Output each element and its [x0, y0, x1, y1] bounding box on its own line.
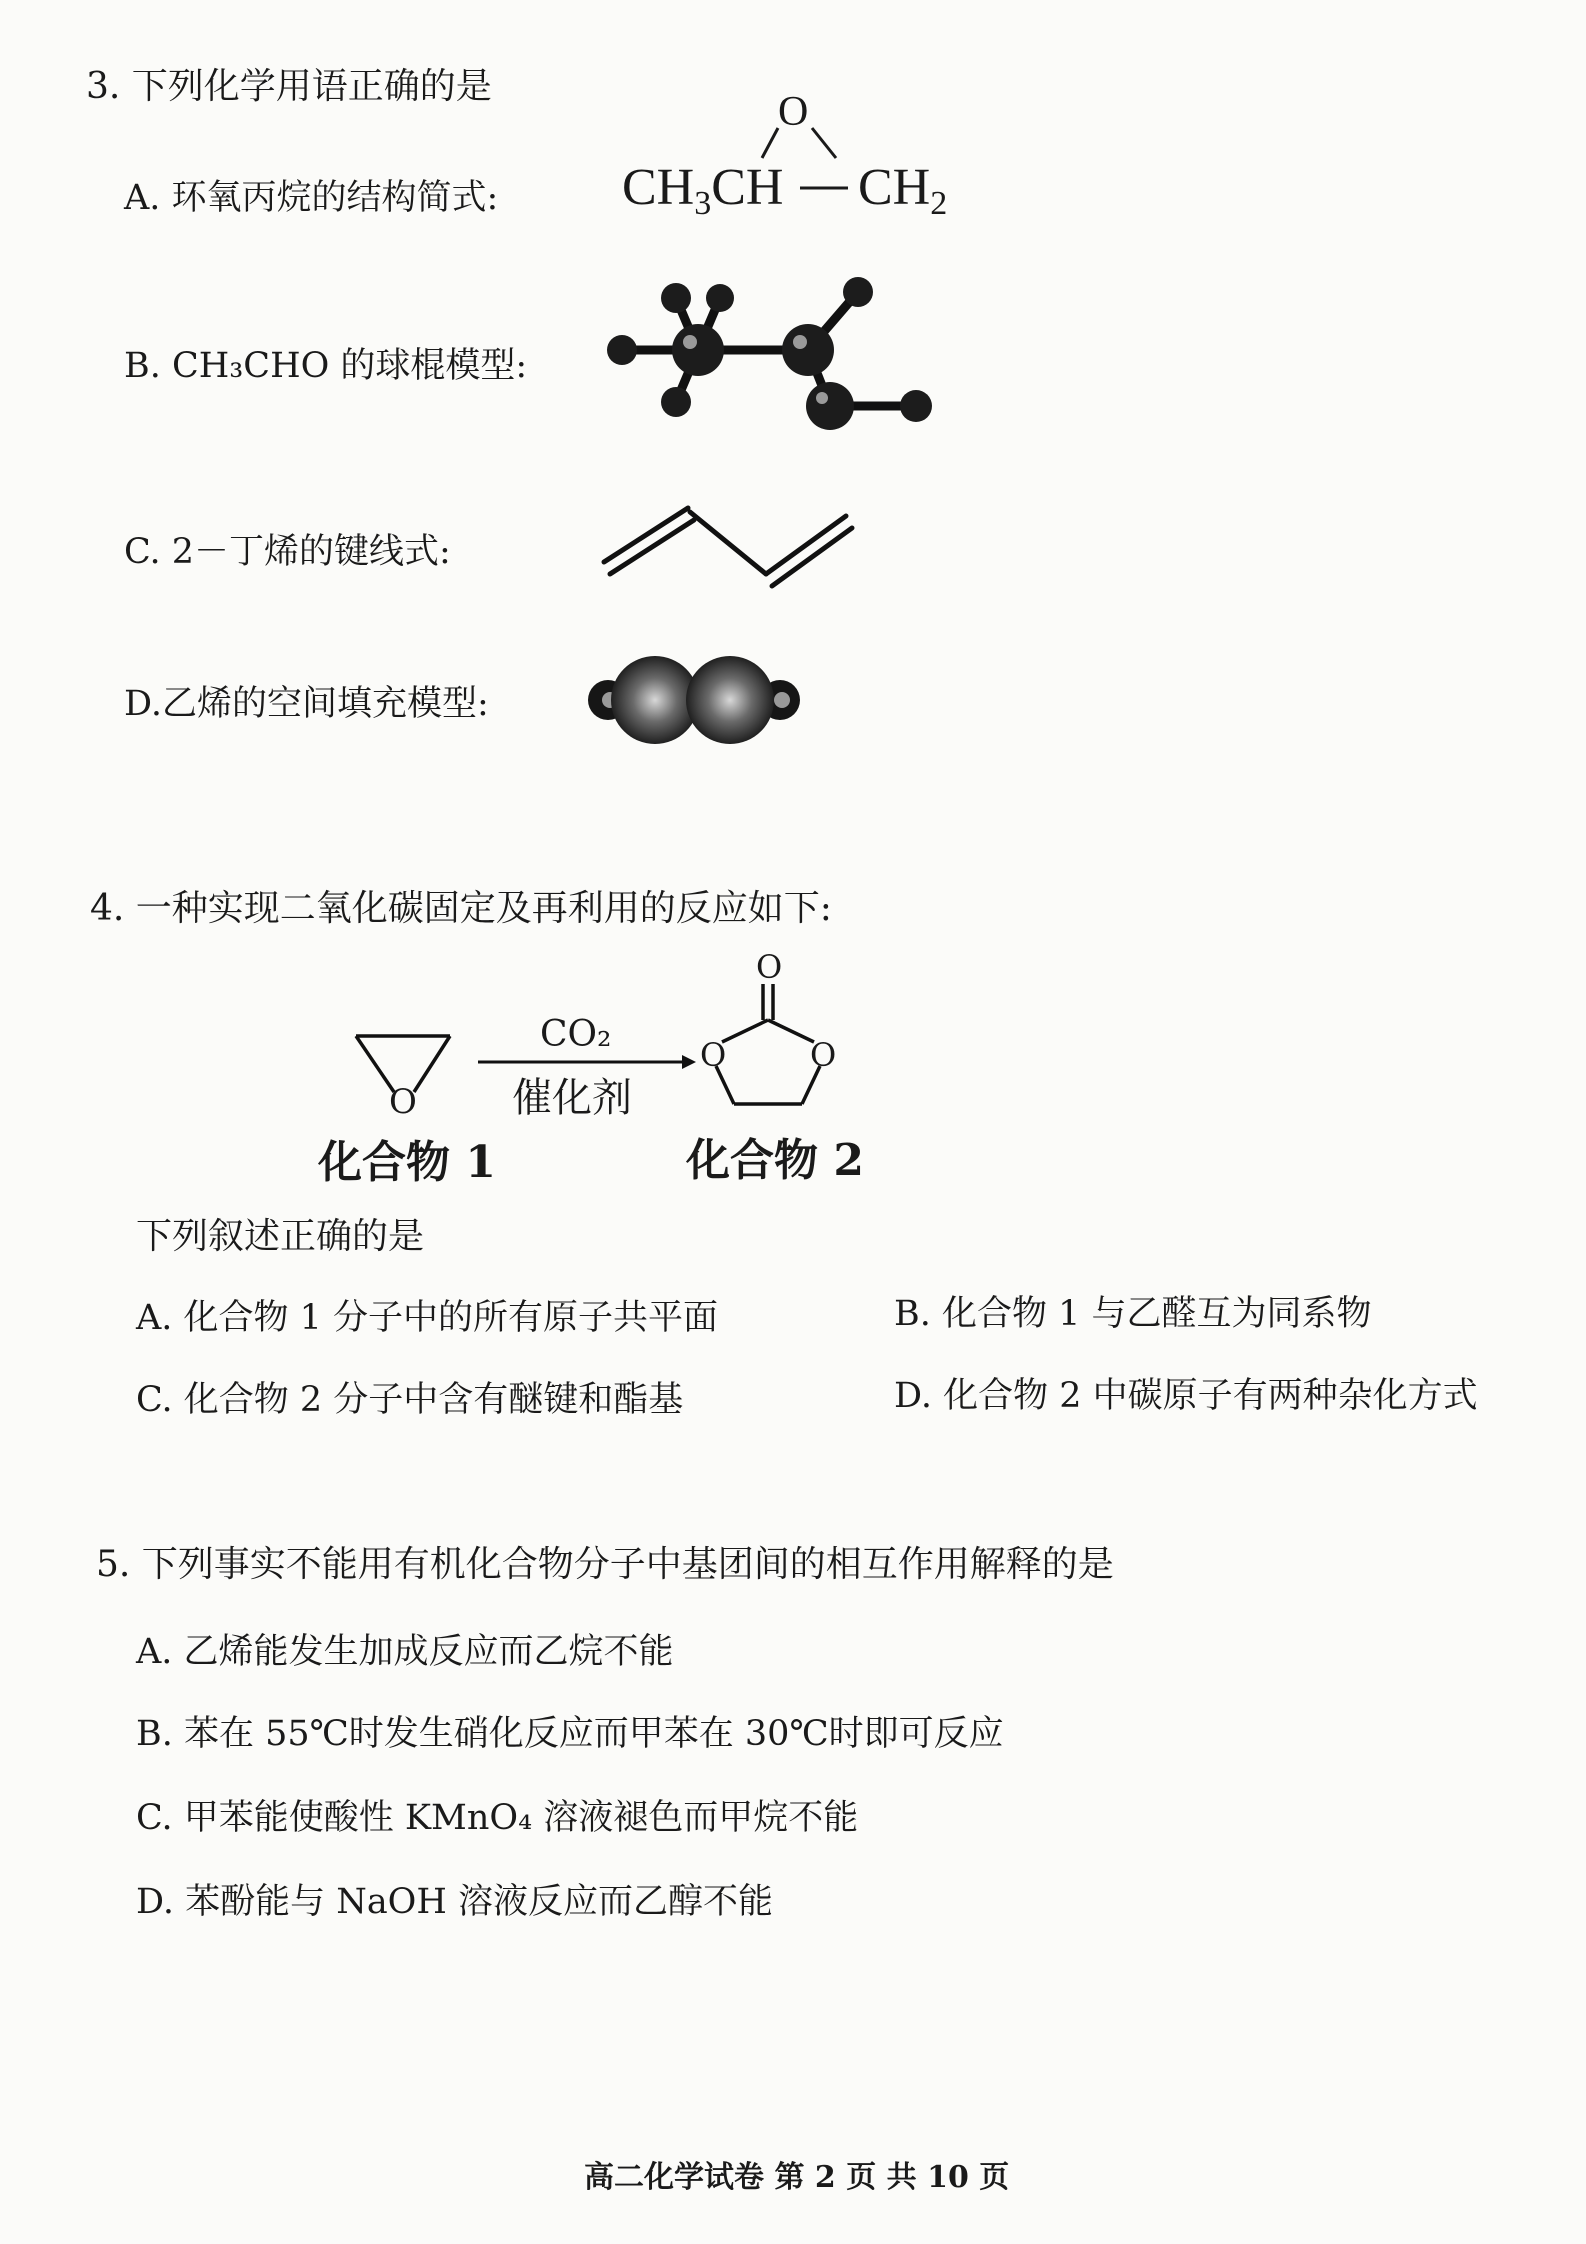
q5-option-d: D. 苯酚能与 NaOH 溶液反应而乙醇不能 [136, 1882, 774, 1922]
q5-stem: 5. 下列事实不能用有机化合物分子中基团间的相互作用解释的是 [96, 1544, 1114, 1585]
compound1-oxygen: O [389, 1082, 417, 1122]
q5-option-b: B. 苯在 55℃时发生硝化反应而甲苯在 30℃时即可反应 [136, 1714, 1004, 1754]
q4-option-d: D. 化合物 2 中碳原子有两种杂化方式 [894, 1376, 1478, 1416]
reaction-reagent: CO₂ [540, 1014, 612, 1055]
q3-option-a-oxygen: O [778, 89, 809, 135]
compound2-oxygen-right: O [810, 1036, 837, 1074]
page-footer: 高二化学试卷 第 2 页 共 10 页 [584, 2160, 1010, 2195]
formula-sub-3: 3 [694, 185, 712, 222]
compound2-label: 化合物 2 [686, 1135, 864, 1186]
q4-option-c: C. 化合物 2 分子中含有醚键和酯基 [136, 1380, 684, 1420]
compound1-label: 化合物 1 [318, 1137, 496, 1188]
q4-option-a: A. 化合物 1 分子中的所有原子共平面 [136, 1298, 719, 1338]
q3-option-b-label: B. CH₃CHO 的球棍模型: [124, 346, 528, 386]
compound2-oxygen-left: O [700, 1036, 727, 1074]
reaction-catalyst: 催化剂 [512, 1075, 632, 1121]
q5-option-a: A. 乙烯能发生加成反应而乙烷不能 [136, 1632, 674, 1672]
formula-ch2: CH [858, 159, 931, 216]
q3-option-a-label: A. 环氧丙烷的结构简式: [124, 178, 499, 218]
q3-option-d-label: D.乙烯的空间填充模型: [124, 684, 489, 724]
q4-sub-stem: 下列叙述正确的是 [136, 1216, 425, 1257]
formula-ch3: CH [622, 159, 695, 216]
formula-ch: CH [711, 159, 784, 216]
formula-sub-2: 2 [930, 185, 948, 222]
compound2-oxygen-top: O [756, 948, 783, 986]
q4-stem: 4. 一种实现二氧化碳固定及再利用的反应如下: [90, 888, 832, 929]
q4-option-b: B. 化合物 1 与乙醛互为同系物 [894, 1294, 1372, 1334]
q3-stem: 3. 下列化学用语正确的是 [86, 66, 492, 107]
q3-option-c-label: C. 2－丁烯的键线式: [124, 532, 451, 572]
q5-option-c: C. 甲苯能使酸性 KMnO₄ 溶液褪色而甲烷不能 [136, 1798, 859, 1838]
